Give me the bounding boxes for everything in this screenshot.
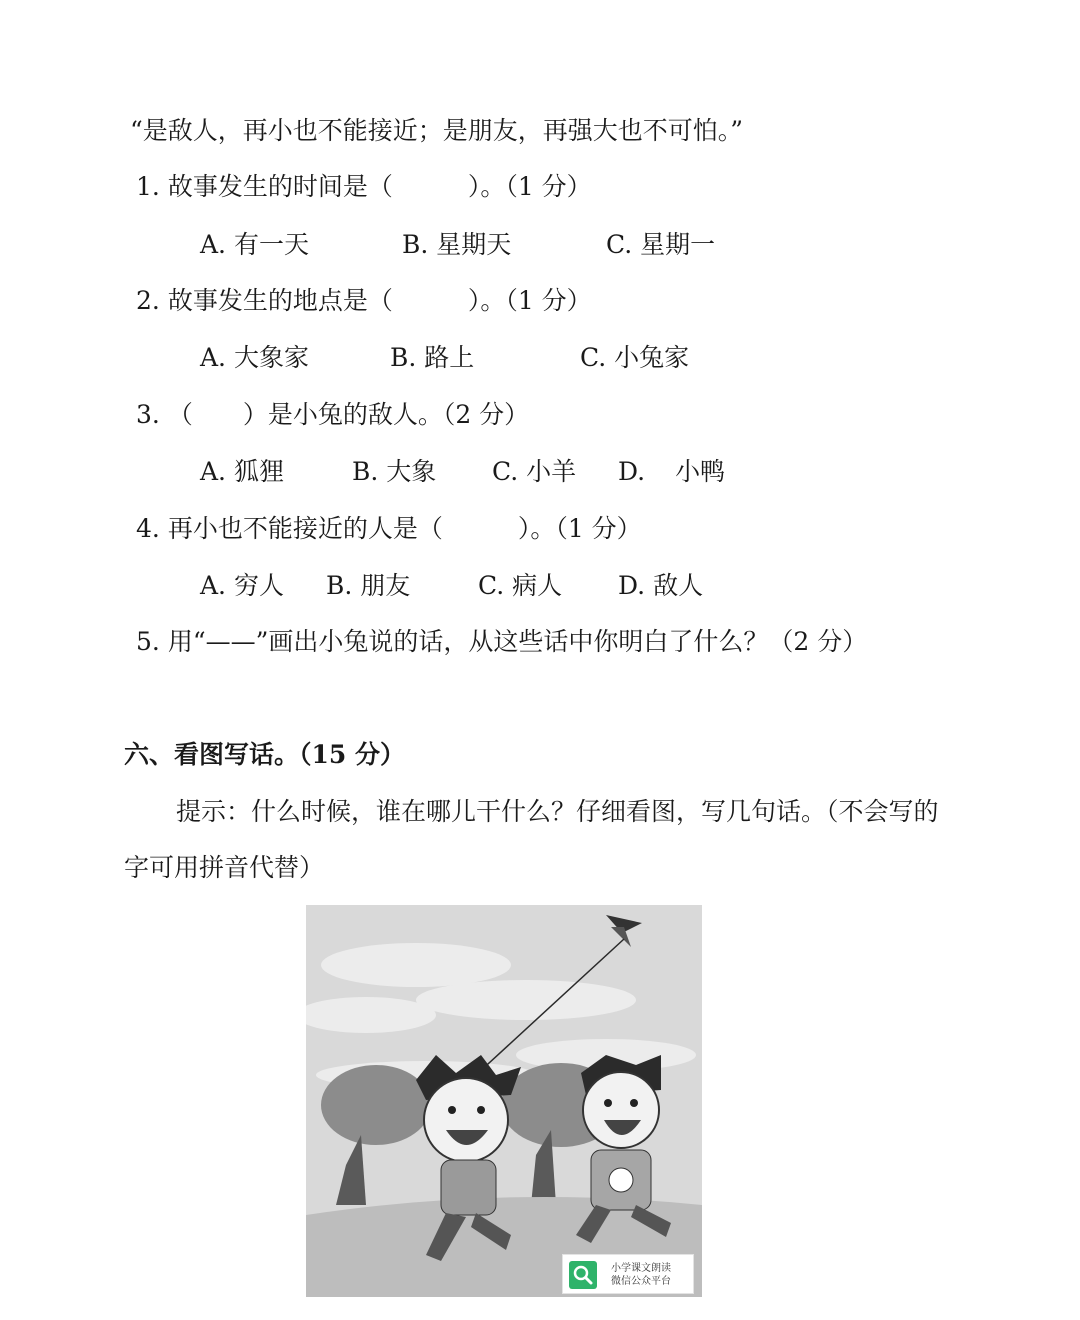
option-text: 小兔家: [614, 343, 690, 372]
question-text: （ ）是小兔的敌人。（2 分）: [167, 400, 530, 429]
option-letter: A.: [200, 457, 227, 486]
q4-option-d: [618, 571, 703, 601]
option-letter: B.: [352, 457, 379, 486]
question-text: 故事发生的时间是（ ）。（1 分）: [167, 172, 592, 201]
quote-line: “是敌人，再小也不能接近；是朋友，再强大也不可怕。”: [130, 116, 744, 145]
option-text: 穷人: [233, 571, 284, 600]
watermark-line-1: 小学课文朗读: [611, 1263, 671, 1274]
option-text: 有一天: [233, 230, 309, 259]
question-number: 2.: [136, 286, 160, 315]
question-number: 3.: [136, 400, 160, 429]
option-text: 星期天: [436, 230, 512, 259]
q1-option-c: [606, 230, 715, 260]
section-6-hint-line-1: 提示：什么时候，谁在哪儿干什么？仔细看图，写几句话。（不会写的: [176, 797, 939, 826]
option-letter: A.: [200, 571, 227, 600]
q2-option-a: [200, 343, 309, 373]
option-letter: C.: [606, 230, 633, 259]
q2-option-c: [580, 343, 689, 373]
question-number: 5.: [136, 627, 160, 656]
section-6-hint-line-2: 字可用拼音代替）: [124, 853, 325, 882]
option-text: 路上: [424, 343, 475, 372]
question-5: [136, 627, 867, 657]
q3-option-a: [200, 457, 284, 487]
question-text: 再小也不能接近的人是（ ）。（1 分）: [167, 514, 642, 543]
q4-option-b: [326, 571, 410, 601]
option-letter: D.: [618, 457, 646, 486]
option-letter: A.: [200, 343, 227, 372]
option-letter: A.: [200, 230, 227, 259]
question-4: [136, 514, 642, 544]
q3-option-b: [352, 457, 436, 487]
question-text: 用“——”画出小兔说的话，从这些话中你明白了什么？（2 分）: [167, 627, 868, 656]
watermark-line-2: 微信公众平台: [611, 1276, 671, 1287]
q4-option-c: [478, 571, 562, 601]
question-number: 1.: [136, 172, 160, 201]
option-letter: C.: [492, 457, 519, 486]
section-6-heading: 六、看图写话。（15 分）: [124, 740, 405, 769]
q3-option-c: [492, 457, 576, 487]
q2-option-b: [390, 343, 474, 373]
question-3: [136, 400, 529, 430]
option-text: 星期一: [640, 230, 716, 259]
question-text: 故事发生的地点是（ ）。（1 分）: [167, 286, 592, 315]
option-text: 大象家: [233, 343, 309, 372]
option-text: 狐狸: [233, 457, 284, 486]
illustration-drawing: [306, 905, 702, 1297]
question-2: [136, 286, 592, 316]
option-letter: B.: [402, 230, 429, 259]
option-letter: B.: [326, 571, 353, 600]
option-text: 小羊: [526, 457, 577, 486]
option-letter: B.: [390, 343, 417, 372]
option-text: 大象: [386, 457, 437, 486]
q3-option-d: [618, 457, 725, 487]
q1-option-a: [200, 230, 309, 260]
option-letter: C.: [580, 343, 607, 372]
option-letter: D.: [618, 571, 646, 600]
q4-option-a: [200, 571, 284, 601]
kite-boys-illustration: [306, 905, 702, 1297]
search-icon: [569, 1261, 597, 1289]
option-text: 病人: [512, 571, 563, 600]
option-text: 小鸭: [675, 457, 726, 486]
q1-option-b: [402, 230, 511, 260]
watermark-badge: [562, 1254, 694, 1294]
question-number: 4.: [136, 514, 160, 543]
option-text: 朋友: [360, 571, 411, 600]
option-text: 敌人: [653, 571, 704, 600]
option-letter: C.: [478, 571, 505, 600]
question-1: [136, 172, 592, 202]
